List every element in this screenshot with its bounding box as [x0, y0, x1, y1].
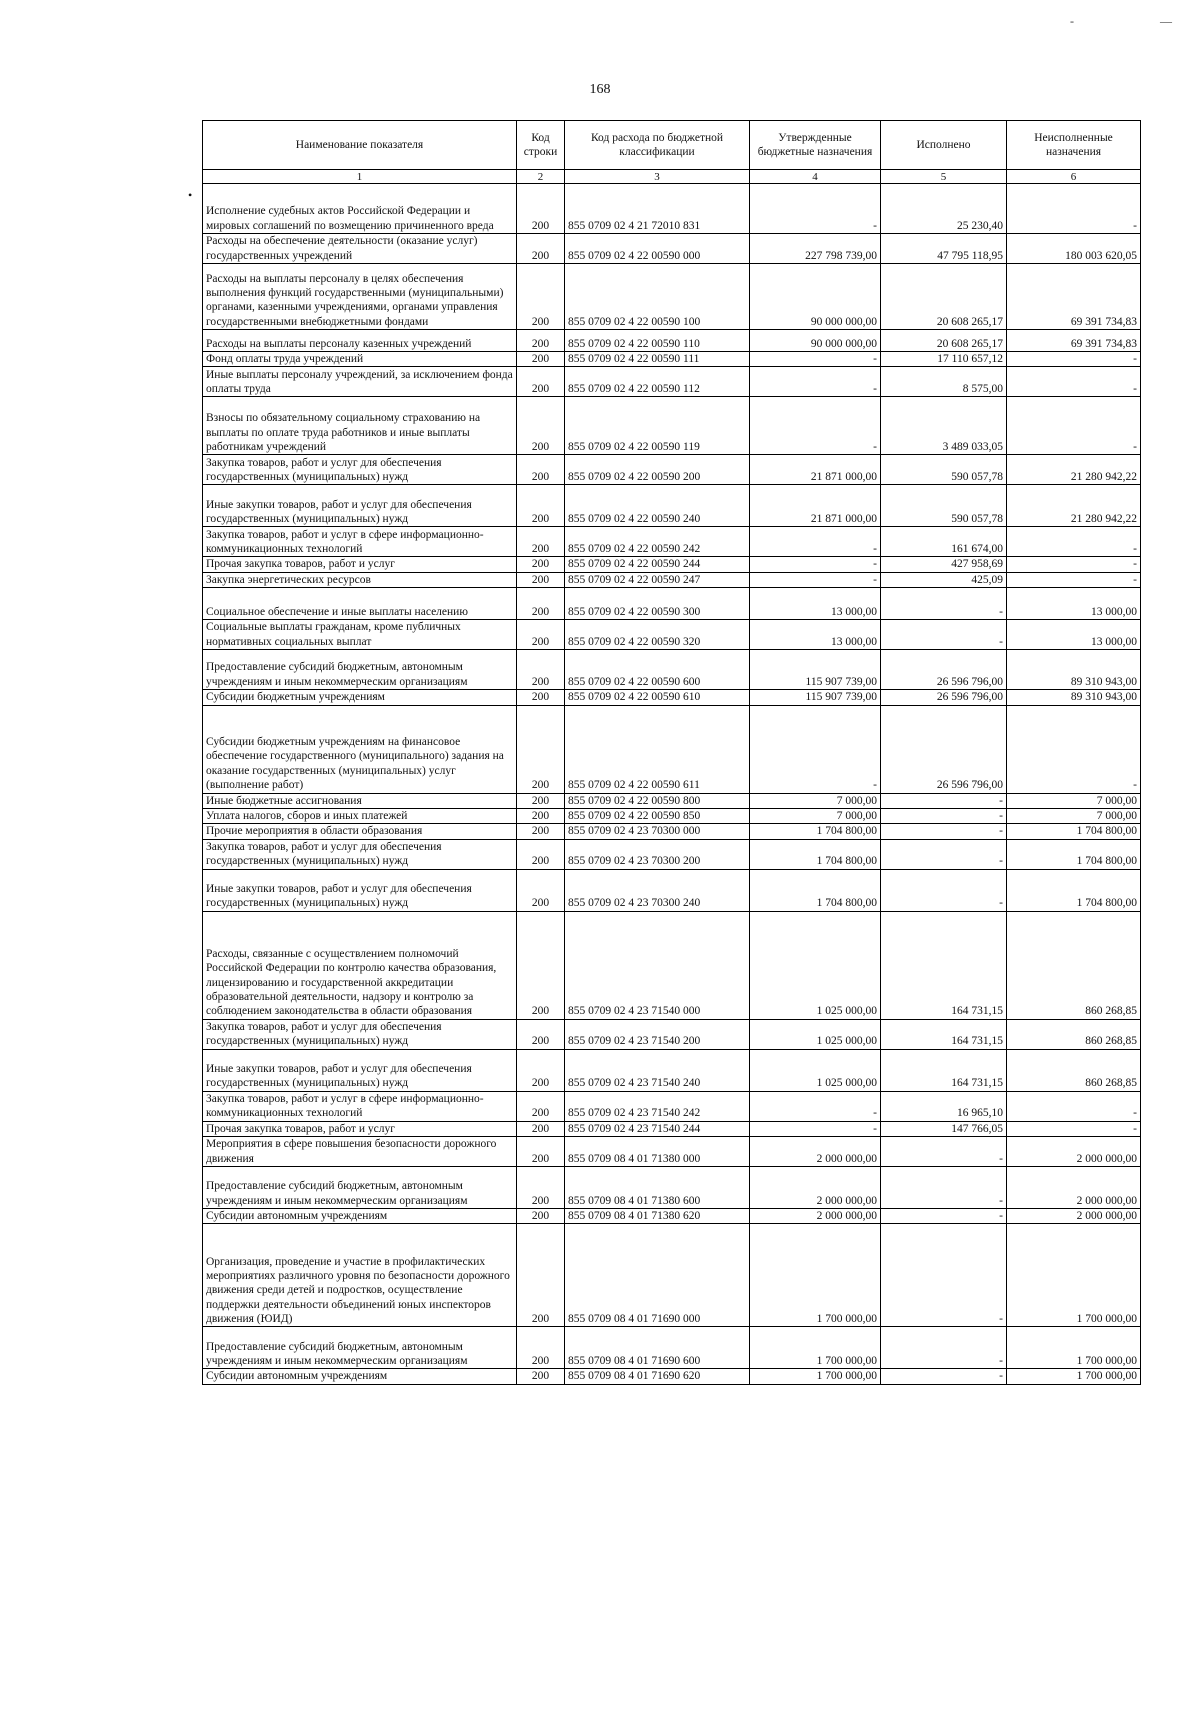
row-classification-code-cell: 855 0709 08 4 01 71690 600	[565, 1327, 750, 1369]
scan-corner-mark-1: -	[1070, 14, 1074, 28]
row-name-cell: Уплата налогов, сборов и иных платежей	[203, 808, 517, 823]
row-name-cell: Закупка товаров, работ и услуг для обеспечения государственных (муниципальных) нужд	[203, 1019, 517, 1049]
row-approved-cell: 2 000 000,00	[750, 1209, 881, 1224]
row-approved-cell: -	[750, 352, 881, 367]
row-approved-cell: 115 907 739,00	[750, 690, 881, 705]
row-unexecuted-cell: 7 000,00	[1007, 793, 1141, 808]
row-executed-cell: 164 731,15	[881, 1049, 1007, 1091]
table-row	[203, 705, 1141, 793]
row-executed-cell: 20 608 265,17	[881, 264, 1007, 330]
row-approved-cell: -	[750, 397, 881, 455]
row-classification-code-cell: 855 0709 02 4 22 00590 000	[565, 234, 750, 264]
row-line-code-cell: 200	[517, 1019, 565, 1049]
row-executed-cell: -	[881, 1369, 1007, 1384]
row-executed-cell: 20 608 265,17	[881, 330, 1007, 352]
row-approved-cell: 1 704 800,00	[750, 869, 881, 911]
row-approved-cell: 7 000,00	[750, 793, 881, 808]
table-row	[203, 234, 1141, 264]
row-executed-cell: -	[881, 620, 1007, 650]
table-row	[203, 330, 1141, 352]
row-approved-cell: 1 704 800,00	[750, 839, 881, 869]
row-name-cell: Расходы, связанные с осуществлением полномочий Российской Федерации по контролю качества образования, лицензированию и государственной аккредитации образовательной деятельности, надзору и контролю за соблюдением законодательства в области образования	[203, 911, 517, 1019]
column-number: 6	[1007, 170, 1141, 184]
row-name-cell: Иные бюджетные ассигнования	[203, 793, 517, 808]
row-unexecuted-cell: 860 268,85	[1007, 1019, 1141, 1049]
row-name-cell: Организация, проведение и участие в профилактических мероприятиях различного уровня по безопасности дорожного движения среди детей и подростков, осуществление поддержки деятельности объединений юных инспекторов движения (ЮИД)	[203, 1224, 517, 1327]
row-line-code-cell: 200	[517, 793, 565, 808]
row-unexecuted-cell: 860 268,85	[1007, 911, 1141, 1019]
row-line-code-cell: 200	[517, 911, 565, 1019]
row-name-cell: Субсидии автономным учреждениям	[203, 1369, 517, 1384]
row-unexecuted-cell: 1 700 000,00	[1007, 1369, 1141, 1384]
table-row	[203, 184, 1141, 234]
row-classification-code-cell: 855 0709 02 4 22 00590 611	[565, 705, 750, 793]
row-unexecuted-cell: -	[1007, 557, 1141, 572]
table-row	[203, 557, 1141, 572]
row-unexecuted-cell: 1 700 000,00	[1007, 1224, 1141, 1327]
row-unexecuted-cell: -	[1007, 184, 1141, 234]
table-row	[203, 397, 1141, 455]
table-header	[203, 121, 1141, 184]
row-line-code-cell: 200	[517, 557, 565, 572]
column-number: 5	[881, 170, 1007, 184]
table-row	[203, 650, 1141, 690]
row-approved-cell: 13 000,00	[750, 588, 881, 620]
row-name-cell: Иные закупки товаров, работ и услуг для обеспечения государственных (муниципальных) нужд	[203, 1049, 517, 1091]
row-name-cell: Субсидии автономным учреждениям	[203, 1209, 517, 1224]
row-unexecuted-cell: -	[1007, 352, 1141, 367]
row-approved-cell: -	[750, 184, 881, 234]
scan-corner-mark-2: —	[1160, 14, 1172, 28]
row-approved-cell: 1 704 800,00	[750, 824, 881, 839]
row-classification-code-cell: 855 0709 02 4 22 00590 247	[565, 572, 750, 587]
row-line-code-cell: 200	[517, 1137, 565, 1167]
row-line-code-cell: 200	[517, 839, 565, 869]
row-classification-code-cell: 855 0709 02 4 22 00590 850	[565, 808, 750, 823]
table-row	[203, 839, 1141, 869]
header-approved: Утвержденные бюджетные назначения	[750, 121, 881, 170]
row-line-code-cell: 200	[517, 352, 565, 367]
row-unexecuted-cell: -	[1007, 1091, 1141, 1121]
row-name-cell: Фонд оплаты труда учреждений	[203, 352, 517, 367]
row-unexecuted-cell: 69 391 734,83	[1007, 330, 1141, 352]
row-classification-code-cell: 855 0709 08 4 01 71690 000	[565, 1224, 750, 1327]
row-unexecuted-cell: 860 268,85	[1007, 1049, 1141, 1091]
row-executed-cell: -	[881, 1137, 1007, 1167]
row-executed-cell: 164 731,15	[881, 1019, 1007, 1049]
row-unexecuted-cell: 69 391 734,83	[1007, 264, 1141, 330]
row-classification-code-cell: 855 0709 02 4 22 00590 112	[565, 367, 750, 397]
row-classification-code-cell: 855 0709 02 4 22 00590 200	[565, 455, 750, 485]
row-classification-code-cell: 855 0709 02 4 23 70300 240	[565, 869, 750, 911]
table-row	[203, 264, 1141, 330]
row-line-code-cell: 200	[517, 1121, 565, 1136]
row-classification-code-cell: 855 0709 02 4 23 70300 200	[565, 839, 750, 869]
row-executed-cell: -	[881, 869, 1007, 911]
row-executed-cell: 26 596 796,00	[881, 690, 1007, 705]
row-approved-cell: 1 025 000,00	[750, 911, 881, 1019]
row-unexecuted-cell: 2 000 000,00	[1007, 1167, 1141, 1209]
row-line-code-cell: 200	[517, 1167, 565, 1209]
row-name-cell: Субсидии бюджетным учреждениям на финансовое обеспечение государственного (муниципального) задания на оказание государственных (муниципальных) услуг (выполнение работ)	[203, 705, 517, 793]
row-unexecuted-cell: 180 003 620,05	[1007, 234, 1141, 264]
row-executed-cell: 425,09	[881, 572, 1007, 587]
table-row	[203, 572, 1141, 587]
row-line-code-cell: 200	[517, 1369, 565, 1384]
row-approved-cell: 227 798 739,00	[750, 234, 881, 264]
row-line-code-cell: 200	[517, 588, 565, 620]
row-name-cell: Расходы на выплаты персоналу казенных учреждений	[203, 330, 517, 352]
table-row	[203, 527, 1141, 557]
row-classification-code-cell: 855 0709 02 4 22 00590 300	[565, 588, 750, 620]
row-line-code-cell: 200	[517, 1091, 565, 1121]
row-line-code-cell: 200	[517, 264, 565, 330]
header-indicator-name: Наименование показателя	[203, 121, 517, 170]
row-executed-cell: 17 110 657,12	[881, 352, 1007, 367]
row-approved-cell: -	[750, 367, 881, 397]
row-name-cell: Взносы по обязательному социальному страхованию на выплаты по оплате труда работников и иные выплаты работникам учреждений	[203, 397, 517, 455]
row-name-cell: Предоставление субсидий бюджетным, автономным учреждениям и иным некоммерческим организациям	[203, 1167, 517, 1209]
row-name-cell: Прочая закупка товаров, работ и услуг	[203, 1121, 517, 1136]
row-approved-cell: 1 700 000,00	[750, 1224, 881, 1327]
row-name-cell: Закупка товаров, работ и услуг для обеспечения государственных (муниципальных) нужд	[203, 455, 517, 485]
row-line-code-cell: 200	[517, 824, 565, 839]
row-approved-cell: -	[750, 1091, 881, 1121]
row-unexecuted-cell: 1 704 800,00	[1007, 839, 1141, 869]
header-line-code: Код строки	[517, 121, 565, 170]
row-name-cell: Социальное обеспечение и иные выплаты населению	[203, 588, 517, 620]
row-approved-cell: 21 871 000,00	[750, 485, 881, 527]
row-classification-code-cell: 855 0709 02 4 23 71540 200	[565, 1019, 750, 1049]
row-line-code-cell: 200	[517, 808, 565, 823]
row-classification-code-cell: 855 0709 08 4 01 71690 620	[565, 1369, 750, 1384]
row-classification-code-cell: 855 0709 02 4 23 71540 244	[565, 1121, 750, 1136]
row-executed-cell: 427 958,69	[881, 557, 1007, 572]
table-row	[203, 1209, 1141, 1224]
row-line-code-cell: 200	[517, 527, 565, 557]
row-classification-code-cell: 855 0709 02 4 23 71540 240	[565, 1049, 750, 1091]
row-executed-cell: -	[881, 1224, 1007, 1327]
table-row	[203, 1167, 1141, 1209]
row-executed-cell: 8 575,00	[881, 367, 1007, 397]
row-executed-cell: -	[881, 824, 1007, 839]
budget-execution-table	[202, 120, 1141, 1385]
row-classification-code-cell: 855 0709 02 4 22 00590 240	[565, 485, 750, 527]
row-line-code-cell: 200	[517, 1327, 565, 1369]
row-executed-cell: -	[881, 588, 1007, 620]
row-classification-code-cell: 855 0709 02 4 22 00590 320	[565, 620, 750, 650]
row-unexecuted-cell: -	[1007, 572, 1141, 587]
row-name-cell: Закупка товаров, работ и услуг в сфере информационно-коммуникационных технологий	[203, 527, 517, 557]
row-approved-cell: 13 000,00	[750, 620, 881, 650]
row-classification-code-cell: 855 0709 08 4 01 71380 620	[565, 1209, 750, 1224]
header-executed: Исполнено	[881, 121, 1007, 170]
row-approved-cell: 2 000 000,00	[750, 1137, 881, 1167]
row-executed-cell: 161 674,00	[881, 527, 1007, 557]
row-approved-cell: 115 907 739,00	[750, 650, 881, 690]
row-executed-cell: 26 596 796,00	[881, 705, 1007, 793]
row-name-cell: Закупка товаров, работ и услуг для обеспечения государственных (муниципальных) нужд	[203, 839, 517, 869]
table-row	[203, 911, 1141, 1019]
row-approved-cell: 1 700 000,00	[750, 1327, 881, 1369]
table-body	[203, 184, 1141, 1385]
row-classification-code-cell: 855 0709 02 4 23 71540 000	[565, 911, 750, 1019]
row-approved-cell: 1 025 000,00	[750, 1019, 881, 1049]
row-executed-cell: 147 766,05	[881, 1121, 1007, 1136]
row-unexecuted-cell: 13 000,00	[1007, 588, 1141, 620]
row-name-cell: Прочие мероприятия в области образования	[203, 824, 517, 839]
column-number: 4	[750, 170, 881, 184]
row-executed-cell: -	[881, 1209, 1007, 1224]
row-unexecuted-cell: 89 310 943,00	[1007, 650, 1141, 690]
row-name-cell: Расходы на обеспечение деятельности (оказание услуг) государственных учреждений	[203, 234, 517, 264]
row-executed-cell: -	[881, 1167, 1007, 1209]
table-row	[203, 793, 1141, 808]
row-executed-cell: -	[881, 808, 1007, 823]
header-unexecuted: Неисполненные назначения	[1007, 121, 1141, 170]
header-classification-code: Код расхода по бюджетной классификации	[565, 121, 750, 170]
row-unexecuted-cell: 2 000 000,00	[1007, 1209, 1141, 1224]
table-row	[203, 690, 1141, 705]
row-approved-cell: 2 000 000,00	[750, 1167, 881, 1209]
row-line-code-cell: 200	[517, 1224, 565, 1327]
table-row	[203, 455, 1141, 485]
row-approved-cell: 1 025 000,00	[750, 1049, 881, 1091]
row-executed-cell: 590 057,78	[881, 455, 1007, 485]
row-approved-cell: -	[750, 572, 881, 587]
row-name-cell: Мероприятия в сфере повышения безопасности дорожного движения	[203, 1137, 517, 1167]
row-line-code-cell: 200	[517, 572, 565, 587]
row-line-code-cell: 200	[517, 690, 565, 705]
table-row	[203, 1049, 1141, 1091]
table-row	[203, 1137, 1141, 1167]
row-name-cell: Субсидии бюджетным учреждениям	[203, 690, 517, 705]
column-number: 2	[517, 170, 565, 184]
row-line-code-cell: 200	[517, 1049, 565, 1091]
row-classification-code-cell: 855 0709 02 4 23 70300 000	[565, 824, 750, 839]
row-approved-cell: 1 700 000,00	[750, 1369, 881, 1384]
table-row	[203, 824, 1141, 839]
row-approved-cell: 90 000 000,00	[750, 264, 881, 330]
row-line-code-cell: 200	[517, 485, 565, 527]
row-line-code-cell: 200	[517, 367, 565, 397]
row-name-cell: Иные закупки товаров, работ и услуг для обеспечения государственных (муниципальных) нужд	[203, 485, 517, 527]
row-executed-cell: -	[881, 793, 1007, 808]
row-line-code-cell: 200	[517, 1209, 565, 1224]
row-classification-code-cell: 855 0709 02 4 22 00590 600	[565, 650, 750, 690]
row-classification-code-cell: 855 0709 02 4 22 00590 800	[565, 793, 750, 808]
row-executed-cell: -	[881, 839, 1007, 869]
table-row	[203, 1327, 1141, 1369]
row-line-code-cell: 200	[517, 705, 565, 793]
row-unexecuted-cell: 13 000,00	[1007, 620, 1141, 650]
row-unexecuted-cell: 1 704 800,00	[1007, 824, 1141, 839]
table-row	[203, 367, 1141, 397]
row-approved-cell: -	[750, 557, 881, 572]
row-classification-code-cell: 855 0709 02 4 22 00590 110	[565, 330, 750, 352]
row-unexecuted-cell: 7 000,00	[1007, 808, 1141, 823]
row-line-code-cell: 200	[517, 234, 565, 264]
row-classification-code-cell: 855 0709 02 4 22 00590 119	[565, 397, 750, 455]
row-approved-cell: 7 000,00	[750, 808, 881, 823]
row-name-cell: Предоставление субсидий бюджетным, автономным учреждениям и иным некоммерческим организациям	[203, 650, 517, 690]
row-name-cell: Закупка товаров, работ и услуг в сфере информационно-коммуникационных технологий	[203, 1091, 517, 1121]
row-line-code-cell: 200	[517, 330, 565, 352]
row-line-code-cell: 200	[517, 184, 565, 234]
row-classification-code-cell: 855 0709 02 4 22 00590 244	[565, 557, 750, 572]
row-approved-cell: 21 871 000,00	[750, 455, 881, 485]
row-executed-cell: -	[881, 1327, 1007, 1369]
table-row	[203, 1091, 1141, 1121]
row-unexecuted-cell: -	[1007, 367, 1141, 397]
row-executed-cell: 25 230,40	[881, 184, 1007, 234]
row-classification-code-cell: 855 0709 02 4 22 00590 100	[565, 264, 750, 330]
row-classification-code-cell: 855 0709 02 4 21 72010 831	[565, 184, 750, 234]
margin-bullet-mark: •	[188, 188, 193, 202]
row-line-code-cell: 200	[517, 650, 565, 690]
row-unexecuted-cell: -	[1007, 527, 1141, 557]
row-approved-cell: -	[750, 705, 881, 793]
row-classification-code-cell: 855 0709 08 4 01 71380 600	[565, 1167, 750, 1209]
row-executed-cell: 3 489 033,05	[881, 397, 1007, 455]
row-unexecuted-cell: 2 000 000,00	[1007, 1137, 1141, 1167]
row-executed-cell: 164 731,15	[881, 911, 1007, 1019]
row-name-cell: Иные закупки товаров, работ и услуг для обеспечения государственных (муниципальных) нужд	[203, 869, 517, 911]
column-number: 3	[565, 170, 750, 184]
table-row	[203, 869, 1141, 911]
table-row	[203, 1019, 1141, 1049]
row-executed-cell: 47 795 118,95	[881, 234, 1007, 264]
row-classification-code-cell: 855 0709 02 4 22 00590 610	[565, 690, 750, 705]
row-line-code-cell: 200	[517, 620, 565, 650]
row-executed-cell: 590 057,78	[881, 485, 1007, 527]
row-unexecuted-cell: 1 700 000,00	[1007, 1327, 1141, 1369]
row-unexecuted-cell: -	[1007, 397, 1141, 455]
table-row	[203, 1369, 1141, 1384]
row-line-code-cell: 200	[517, 869, 565, 911]
row-name-cell: Прочая закупка товаров, работ и услуг	[203, 557, 517, 572]
table-row	[203, 352, 1141, 367]
table-row	[203, 588, 1141, 620]
row-name-cell: Расходы на выплаты персоналу в целях обеспечения выполнения функций государственными (муниципальными) органами, казенными учреждениями, органами управления государственными внебюджетными фондами	[203, 264, 517, 330]
table-row	[203, 485, 1141, 527]
table-row	[203, 808, 1141, 823]
row-unexecuted-cell: 21 280 942,22	[1007, 485, 1141, 527]
table-row	[203, 620, 1141, 650]
row-line-code-cell: 200	[517, 455, 565, 485]
row-name-cell: Социальные выплаты гражданам, кроме публичных нормативных социальных выплат	[203, 620, 517, 650]
row-classification-code-cell: 855 0709 02 4 23 71540 242	[565, 1091, 750, 1121]
row-executed-cell: 16 965,10	[881, 1091, 1007, 1121]
row-classification-code-cell: 855 0709 02 4 22 00590 242	[565, 527, 750, 557]
row-executed-cell: 26 596 796,00	[881, 650, 1007, 690]
row-unexecuted-cell: -	[1007, 1121, 1141, 1136]
row-unexecuted-cell: -	[1007, 705, 1141, 793]
table-row	[203, 1121, 1141, 1136]
row-line-code-cell: 200	[517, 397, 565, 455]
row-unexecuted-cell: 21 280 942,22	[1007, 455, 1141, 485]
row-approved-cell: -	[750, 1121, 881, 1136]
page-number: 168	[589, 82, 611, 97]
row-name-cell: Закупка энергетических ресурсов	[203, 572, 517, 587]
row-classification-code-cell: 855 0709 08 4 01 71380 000	[565, 1137, 750, 1167]
row-approved-cell: -	[750, 527, 881, 557]
row-classification-code-cell: 855 0709 02 4 22 00590 111	[565, 352, 750, 367]
row-approved-cell: 90 000 000,00	[750, 330, 881, 352]
table-row	[203, 1224, 1141, 1327]
row-name-cell: Исполнение судебных актов Российской Федерации и мировых соглашений по возмещению причиненного вреда	[203, 184, 517, 234]
row-name-cell: Предоставление субсидий бюджетным, автономным учреждениям и иным некоммерческим организациям	[203, 1327, 517, 1369]
row-unexecuted-cell: 89 310 943,00	[1007, 690, 1141, 705]
row-unexecuted-cell: 1 704 800,00	[1007, 869, 1141, 911]
column-number: 1	[203, 170, 517, 184]
row-name-cell: Иные выплаты персоналу учреждений, за исключением фонда оплаты труда	[203, 367, 517, 397]
